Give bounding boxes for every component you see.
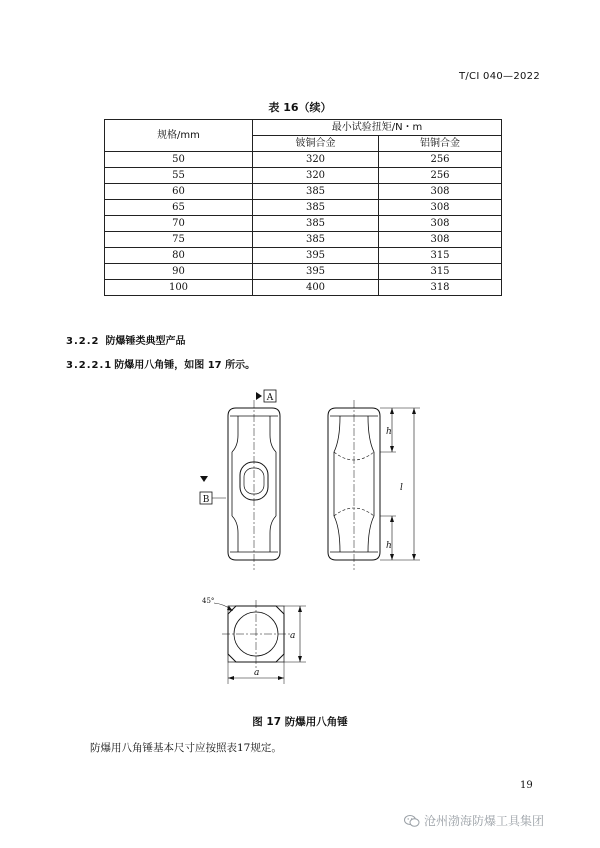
cell-beryllium: 385 — [253, 184, 379, 200]
cell-beryllium: 385 — [253, 200, 379, 216]
table-row — [105, 216, 502, 232]
cell-aluminum: 318 — [379, 280, 502, 296]
cell-aluminum: 308 — [379, 184, 502, 200]
col-header-spec: 规格/mm — [105, 120, 253, 152]
cell-aluminum: 315 — [379, 248, 502, 264]
table-row — [105, 152, 502, 168]
cell-beryllium: 320 — [253, 168, 379, 184]
cell-beryllium: 395 — [253, 248, 379, 264]
table-row — [105, 184, 502, 200]
cell-spec: 60 — [105, 184, 253, 200]
hammer-figure — [0, 380, 600, 700]
cell-aluminum: 256 — [379, 168, 502, 184]
table-row — [105, 248, 502, 264]
table-row — [105, 280, 502, 296]
cell-spec: 100 — [105, 280, 253, 296]
page-number: 19 — [520, 780, 533, 791]
dim-h-bottom: h — [386, 541, 392, 551]
col-header-aluminum: 铝铜合金 — [379, 136, 502, 152]
table-row — [105, 232, 502, 248]
cell-aluminum: 315 — [379, 264, 502, 280]
table-row — [105, 200, 502, 216]
cell-spec: 65 — [105, 200, 253, 216]
cell-aluminum: 308 — [379, 200, 502, 216]
cell-spec: 70 — [105, 216, 253, 232]
cell-beryllium: 395 — [253, 264, 379, 280]
cell-beryllium: 320 — [253, 152, 379, 168]
cell-spec: 55 — [105, 168, 253, 184]
table-title: 表 16（续） — [268, 101, 332, 114]
table-row — [105, 168, 502, 184]
view-label-b: B — [202, 495, 210, 505]
dim-l: l — [400, 483, 403, 493]
cell-beryllium: 385 — [253, 232, 379, 248]
cell-aluminum: 308 — [379, 232, 502, 248]
cell-spec: 90 — [105, 264, 253, 280]
body-paragraph: 防爆用八角锤基本尺寸应按照表17规定。 — [90, 742, 282, 754]
side-view — [328, 400, 420, 570]
cell-beryllium: 385 — [253, 216, 379, 232]
watermark: 沧州渤海防爆工具集团 — [404, 812, 544, 829]
cell-spec: 75 — [105, 232, 253, 248]
dim-a-bottom: a — [254, 668, 260, 678]
front-view — [200, 390, 280, 570]
end-view — [202, 597, 306, 684]
col-header-beryllium: 铍铜合金 — [253, 136, 379, 152]
cell-spec: 80 — [105, 248, 253, 264]
torque-table — [104, 119, 502, 296]
angle-45: 45° — [202, 597, 215, 605]
cell-beryllium: 400 — [253, 280, 379, 296]
dim-a-side: a — [290, 631, 296, 641]
cell-aluminum: 256 — [379, 152, 502, 168]
figure-caption: 图 17 防爆用八角锤 — [252, 716, 348, 728]
dim-h-top: h — [386, 427, 392, 437]
cell-aluminum: 308 — [379, 216, 502, 232]
standard-code: T/CI 040—2022 — [458, 71, 540, 82]
table-row — [105, 264, 502, 280]
cell-spec: 50 — [105, 152, 253, 168]
section-heading-3-2-2-1: 3.2.2.1 防爆用八角锤，如图 17 所示。 — [66, 360, 256, 371]
wechat-icon — [404, 814, 420, 828]
view-label-a: A — [266, 393, 274, 403]
section-heading-3-2-2: 3.2.2 防爆锤类典型产品 — [66, 336, 186, 347]
col-header-group: 最小试验扭矩/N・m — [253, 120, 502, 136]
